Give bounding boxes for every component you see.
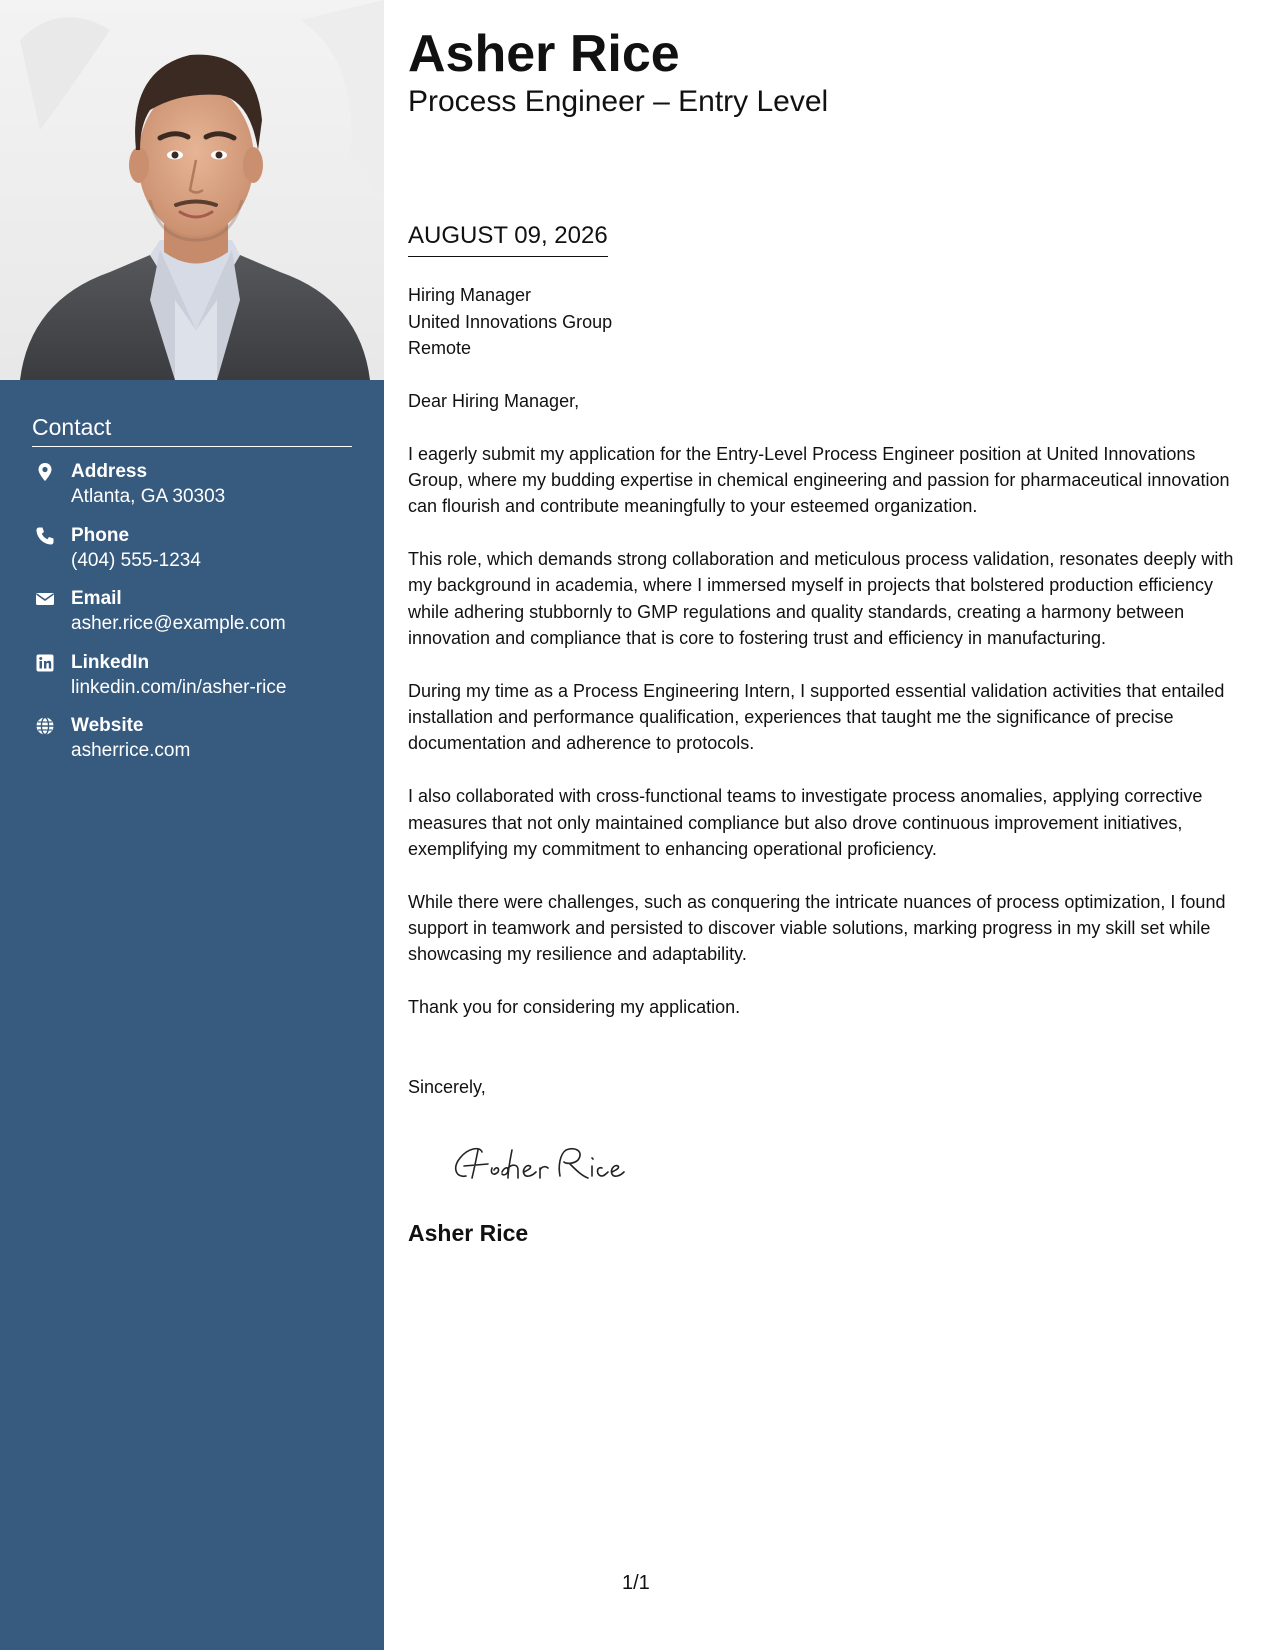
address-value: Atlanta, GA 30303 — [71, 486, 226, 507]
contact-email — [32, 586, 352, 650]
body-paragraph: I eagerly submit my application for the Entry-Level Process Engineer position at United Innovations Group, where my budding expertise in chemical engineering and passion for pharmaceutical innovation can flourish and contribute meaningfully to your esteemed organization. — [408, 443, 1230, 517]
globe-icon — [35, 716, 55, 736]
applicant-name: Asher Rice — [408, 25, 680, 83]
body-paragraph: While there were challenges, such as conquering the intricate nuances of process optimization, I found support in teamwork and persisted to discover viable solutions, marking progress in my skill set while showcasing my resilience and adaptability. — [408, 891, 1226, 965]
website-label: Website — [71, 715, 144, 736]
contact-title: Contact — [32, 412, 352, 447]
email-label: Email — [71, 588, 122, 609]
handwritten-signature — [448, 1138, 648, 1188]
job-title: Process Engineer – Entry Level — [408, 85, 829, 118]
recipient-line: Remote — [408, 338, 472, 358]
phone-value: (404) 555-1234 — [71, 549, 201, 571]
recipient-line: United Innovations Group — [408, 311, 613, 332]
contact-phone — [32, 523, 352, 587]
phone-icon — [35, 526, 55, 546]
letter-date: AUGUST 09, 2026 — [408, 220, 608, 257]
sidebar — [0, 0, 384, 1650]
contact-section — [32, 412, 352, 777]
recipient-block — [408, 282, 612, 362]
letter-body — [408, 388, 1248, 1047]
location-pin-icon — [35, 462, 55, 482]
phone-label: Phone — [71, 524, 130, 546]
page-number: 1/1 — [622, 1572, 650, 1594]
linkedin-label: LinkedIn — [71, 651, 150, 673]
closing: Sincerely, — [408, 1077, 486, 1097]
body-paragraph: During my time as a Process Engineering Intern, I supported essential validation activities that entailed installation and performance qualification, experiences that taught me the significance of precise documentation and adherence to protocols. — [408, 680, 1225, 754]
body-paragraph: This role, which demands strong collaboration and meticulous process validation, resonates deeply with my background in academia, where I immersed myself in projects that bolstered production efficiency while adhering stubbornly to GMP regulations and quality standards, creating a harmony between innovation and compliance that is core to fostering trust and efficiency in manufacturing. — [408, 549, 1234, 649]
linkedin-value[interactable]: linkedin.com/in/asher-rice — [71, 676, 287, 698]
contact-address — [32, 459, 352, 523]
body-paragraph: Thank you for considering my application. — [408, 997, 741, 1018]
recipient-line: Hiring Manager — [408, 285, 532, 305]
contact-website — [32, 713, 352, 777]
email-value[interactable]: asher.rice@example.com — [71, 613, 286, 634]
signer-name: Asher Rice — [408, 1220, 529, 1246]
salutation: Dear Hiring Manager, — [408, 391, 580, 411]
linkedin-icon — [35, 653, 55, 673]
website-value[interactable]: asherrice.com — [71, 740, 191, 761]
profile-photo — [0, 0, 384, 380]
envelope-icon — [35, 589, 55, 609]
body-paragraph: I also collaborated with cross-functional teams to investigate process anomalies, applying corrective measures that not only maintained compliance but also drove continuous improvement initiatives, exemplifying my commitment to enhancing operational proficiency. — [408, 786, 1203, 859]
contact-linkedin — [32, 650, 352, 714]
address-label: Address — [71, 461, 148, 482]
